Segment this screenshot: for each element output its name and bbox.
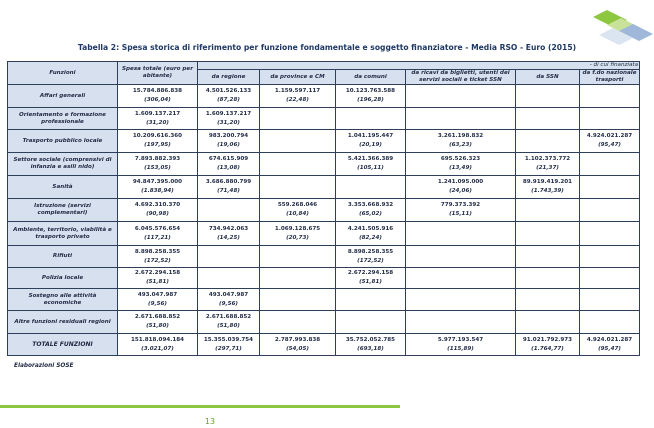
cell-value: 2.671.688.852 xyxy=(205,314,252,320)
table-cell xyxy=(118,108,198,130)
table-cell xyxy=(260,334,336,356)
table-cell xyxy=(260,246,336,268)
cell-per-capita: (10,84) xyxy=(286,211,309,217)
table-cell xyxy=(406,130,516,153)
cell-value: 15.355.039.754 xyxy=(203,336,254,343)
cell-per-capita: (90,98) xyxy=(146,211,169,217)
table-cell xyxy=(516,222,580,246)
cell-per-capita: (15,11) xyxy=(449,211,472,217)
table-cell xyxy=(336,176,406,199)
table-row xyxy=(8,311,640,334)
table-cell xyxy=(580,176,640,199)
table-cell xyxy=(198,311,260,334)
table-cell xyxy=(580,246,640,268)
table-cell xyxy=(198,153,260,176)
table-cell xyxy=(516,268,580,289)
table-cell xyxy=(406,311,516,334)
cell-value: 15.784.886.838 xyxy=(132,88,183,94)
cell-per-capita: (172,52) xyxy=(144,257,171,264)
table-title: Tabella 2: Spesa storica di riferimento per funzione fondamentale e soggetto finanziatore - Media RSO - Euro (2015) xyxy=(77,43,577,52)
table-cell xyxy=(516,246,580,268)
table-cell xyxy=(516,289,580,311)
table-cell xyxy=(336,246,406,268)
table-row xyxy=(8,268,640,289)
cell-per-capita: (117,21) xyxy=(144,234,171,241)
cell-per-capita: (63,23) xyxy=(449,142,472,148)
table-cell xyxy=(406,268,516,289)
table-cell xyxy=(336,222,406,246)
cell-value: 10.209.616.360 xyxy=(132,133,183,139)
cell-per-capita: (51,81) xyxy=(146,279,169,285)
cell-per-capita: (65,02) xyxy=(359,211,382,217)
cell-value: 8.898.258.355 xyxy=(134,248,181,255)
table-cell xyxy=(516,130,580,153)
table-cell xyxy=(336,334,406,356)
cell-value: 3.686.880.799 xyxy=(205,179,252,185)
row-label: Sostegno alle attività economiche xyxy=(8,289,118,311)
cell-value: 5.421.366.389 xyxy=(347,156,394,162)
table-cell xyxy=(198,289,260,311)
table-cell xyxy=(118,176,198,199)
source-note: Elaborazioni SOSE xyxy=(14,363,74,369)
table-cell xyxy=(118,222,198,246)
table-cell xyxy=(580,153,640,176)
cell-per-capita: (31,20) xyxy=(146,119,169,126)
page-number: 13 xyxy=(204,417,216,426)
cell-per-capita: (51,80) xyxy=(146,323,169,329)
header-da-fondo-trasporti: da f.do nazionale trasporti xyxy=(580,70,640,85)
table-cell xyxy=(118,289,198,311)
table-body xyxy=(8,85,640,356)
table-row xyxy=(8,85,640,108)
cell-per-capita: (306,04) xyxy=(144,97,171,103)
table-cell xyxy=(336,130,406,153)
table-cell xyxy=(406,199,516,222)
cell-value: 4.692.310.370 xyxy=(134,202,181,208)
table-cell xyxy=(260,222,336,246)
table-cell xyxy=(260,268,336,289)
table-row xyxy=(8,199,640,222)
cell-per-capita: (105,11) xyxy=(357,165,384,171)
table-cell xyxy=(118,246,198,268)
table-cell xyxy=(516,311,580,334)
cell-value: 4.241.505.916 xyxy=(347,225,394,232)
table-cell xyxy=(336,85,406,108)
table-cell xyxy=(118,130,198,153)
cell-value: 3.261.198.832 xyxy=(437,133,484,139)
table-cell xyxy=(406,85,516,108)
cell-value: 91.021.792.973 xyxy=(522,336,573,343)
cell-value: 10.123.763.588 xyxy=(345,88,396,94)
table-cell xyxy=(198,176,260,199)
table-cell xyxy=(336,268,406,289)
cell-value: 35.752.052.785 xyxy=(345,336,396,343)
cell-per-capita: (22,48) xyxy=(286,97,309,103)
cell-per-capita: (51,81) xyxy=(359,279,382,285)
cell-value: 8.898.258.355 xyxy=(347,248,394,255)
table-cell xyxy=(260,130,336,153)
table-cell xyxy=(118,153,198,176)
table-cell xyxy=(336,108,406,130)
row-label: Rifiuti xyxy=(8,246,118,268)
cell-value: 1.102.373.772 xyxy=(524,156,571,162)
table-cell xyxy=(336,289,406,311)
cell-value: 2.787.993.838 xyxy=(274,336,321,343)
table-cell xyxy=(198,108,260,130)
table-cell xyxy=(260,289,336,311)
table-cell xyxy=(516,85,580,108)
table-cell xyxy=(260,199,336,222)
table-cell xyxy=(260,176,336,199)
row-label: Polizia locale xyxy=(8,268,118,289)
row-label: Trasporto pubblico locale xyxy=(8,130,118,153)
row-label: TOTALE FUNZIONI xyxy=(8,334,118,356)
table-row xyxy=(8,108,640,130)
table-row xyxy=(8,176,640,199)
cell-per-capita: (3.021,07) xyxy=(141,345,174,352)
cell-value: 674.615.909 xyxy=(208,156,249,162)
table-cell xyxy=(260,108,336,130)
table-cell xyxy=(118,268,198,289)
table-row xyxy=(8,334,640,356)
cell-per-capita: (196,28) xyxy=(357,97,384,103)
header-da-ssn: da SSN xyxy=(516,70,580,85)
table-row xyxy=(8,130,640,153)
table-cell xyxy=(406,289,516,311)
cell-per-capita: (14,25) xyxy=(217,234,240,241)
cell-value: 4.501.526.133 xyxy=(205,88,252,94)
cell-value: 1.609.137.217 xyxy=(134,110,181,117)
cell-per-capita: (24,06) xyxy=(449,188,472,194)
table-cell xyxy=(516,108,580,130)
cell-per-capita: (115,89) xyxy=(447,345,474,352)
table-row xyxy=(8,289,640,311)
cell-per-capita: (51,80) xyxy=(217,323,240,329)
cell-per-capita: (1.743,39) xyxy=(531,188,564,194)
table-cell xyxy=(516,199,580,222)
cell-value: 2.672.294.158 xyxy=(347,270,394,276)
cell-value: 89.919.419.201 xyxy=(522,179,573,185)
cell-value: 4.924.021.287 xyxy=(586,133,633,139)
cell-value: 5.977.193.547 xyxy=(437,336,484,343)
cell-per-capita: (31,20) xyxy=(217,119,240,126)
header-da-ricavi: da ricavi da biglietti, utenti dei servizi sociali e ticket SSN xyxy=(406,70,516,85)
cell-value: 493.047.987 xyxy=(137,291,178,298)
table-cell xyxy=(580,199,640,222)
table-cell xyxy=(406,334,516,356)
table-cell xyxy=(260,85,336,108)
header-da-province: da province e CM xyxy=(260,70,336,85)
cell-per-capita: (19,06) xyxy=(217,142,240,148)
footer-bar xyxy=(0,405,400,408)
cell-value: 1.159.597.117 xyxy=(274,88,321,94)
cell-value: 7.893.882.393 xyxy=(134,156,181,162)
table-cell xyxy=(198,334,260,356)
table-cell xyxy=(118,199,198,222)
table-cell xyxy=(198,85,260,108)
cell-per-capita: (693,18) xyxy=(357,345,384,352)
table-row xyxy=(8,153,640,176)
cell-value: 1.241.095.000 xyxy=(437,179,484,185)
row-label: Affari generali xyxy=(8,85,118,108)
logo-icon xyxy=(593,6,653,46)
table-cell xyxy=(580,130,640,153)
cell-value: 4.924.021.287 xyxy=(586,336,633,343)
cell-value: 6.045.576.654 xyxy=(134,225,181,232)
row-label: Altre funzioni residuali regioni xyxy=(8,311,118,334)
cell-value: 695.526.323 xyxy=(440,156,481,162)
cell-per-capita: (9,56) xyxy=(148,300,167,307)
cell-value: 1.041.195.447 xyxy=(347,133,394,139)
table-cell xyxy=(260,311,336,334)
table-cell xyxy=(516,153,580,176)
header-da-comuni: da comuni xyxy=(336,70,406,85)
table-cell xyxy=(336,311,406,334)
cell-per-capita: (153,05) xyxy=(144,165,171,171)
table-cell xyxy=(406,108,516,130)
cell-value: 559.268.046 xyxy=(277,202,318,208)
header-di-cui: - di cui finanziata xyxy=(198,62,640,70)
cell-per-capita: (13,08) xyxy=(217,165,240,171)
header-da-regione: da regione xyxy=(198,70,260,85)
header-funzioni: Funzioni xyxy=(8,62,118,85)
cell-value: 1.609.137.217 xyxy=(205,110,252,117)
table-cell xyxy=(198,199,260,222)
cell-per-capita: (20,73) xyxy=(286,234,309,241)
cell-value: 734.942.063 xyxy=(208,225,249,232)
cell-value: 2.672.294.158 xyxy=(134,270,181,276)
row-label: Orientamento e formazione professionale xyxy=(8,108,118,130)
cell-per-capita: (82,24) xyxy=(359,234,382,241)
cell-per-capita: (87,28) xyxy=(217,97,240,103)
header-spesa-totale: Spesa totale (euro per abitante) xyxy=(118,62,198,85)
table-cell xyxy=(580,311,640,334)
table-cell xyxy=(516,334,580,356)
table-cell xyxy=(260,153,336,176)
row-label: Sanità xyxy=(8,176,118,199)
cell-per-capita: (21,37) xyxy=(536,165,559,171)
table-cell xyxy=(198,222,260,246)
table-cell xyxy=(198,268,260,289)
table-cell xyxy=(198,130,260,153)
spending-table xyxy=(7,61,640,356)
cell-per-capita: (1.764,77) xyxy=(531,345,564,352)
table-cell xyxy=(406,153,516,176)
table-cell xyxy=(580,85,640,108)
cell-per-capita: (9,56) xyxy=(219,300,238,307)
cell-value: 2.671.688.852 xyxy=(134,314,181,320)
cell-value: 151.818.094.184 xyxy=(130,336,185,343)
table-cell xyxy=(580,268,640,289)
table-cell xyxy=(516,176,580,199)
cell-per-capita: (197,95) xyxy=(144,142,171,148)
cell-per-capita: (95,47) xyxy=(598,345,621,352)
table-row xyxy=(8,222,640,246)
cell-per-capita: (297,71) xyxy=(215,345,242,352)
table-cell xyxy=(118,334,198,356)
cell-per-capita: (54,05) xyxy=(286,345,309,352)
cell-per-capita: (13,49) xyxy=(449,165,472,171)
cell-per-capita: (95,47) xyxy=(598,142,621,148)
cell-per-capita: (71,48) xyxy=(217,188,240,194)
table-cell xyxy=(118,311,198,334)
cell-value: 3.353.668.932 xyxy=(347,202,394,208)
table-cell xyxy=(580,222,640,246)
row-label: Ambiente, territorio, viabilità e trasporto privato xyxy=(8,222,118,246)
table-cell xyxy=(336,153,406,176)
row-label: Settore sociale (comprensivi di infanzia e asili nido) xyxy=(8,153,118,176)
table-cell xyxy=(198,246,260,268)
table-row xyxy=(8,246,640,268)
table-cell xyxy=(406,222,516,246)
cell-per-capita: (1.838,94) xyxy=(141,188,174,194)
cell-value: 1.069.128.675 xyxy=(274,225,321,232)
table-cell xyxy=(406,246,516,268)
cell-value: 493.047.987 xyxy=(208,291,249,298)
table-cell xyxy=(580,108,640,130)
row-label: Istruzione (servizi complementari) xyxy=(8,199,118,222)
table-cell xyxy=(118,85,198,108)
table-cell xyxy=(580,334,640,356)
cell-value: 983.200.794 xyxy=(208,133,249,139)
table-cell xyxy=(580,289,640,311)
cell-value: 94.847.395.000 xyxy=(132,179,183,185)
cell-per-capita: (20,19) xyxy=(359,142,382,148)
table-cell xyxy=(406,176,516,199)
cell-value: 779.373.392 xyxy=(440,202,481,208)
cell-per-capita: (172,52) xyxy=(357,257,384,264)
table-cell xyxy=(336,199,406,222)
